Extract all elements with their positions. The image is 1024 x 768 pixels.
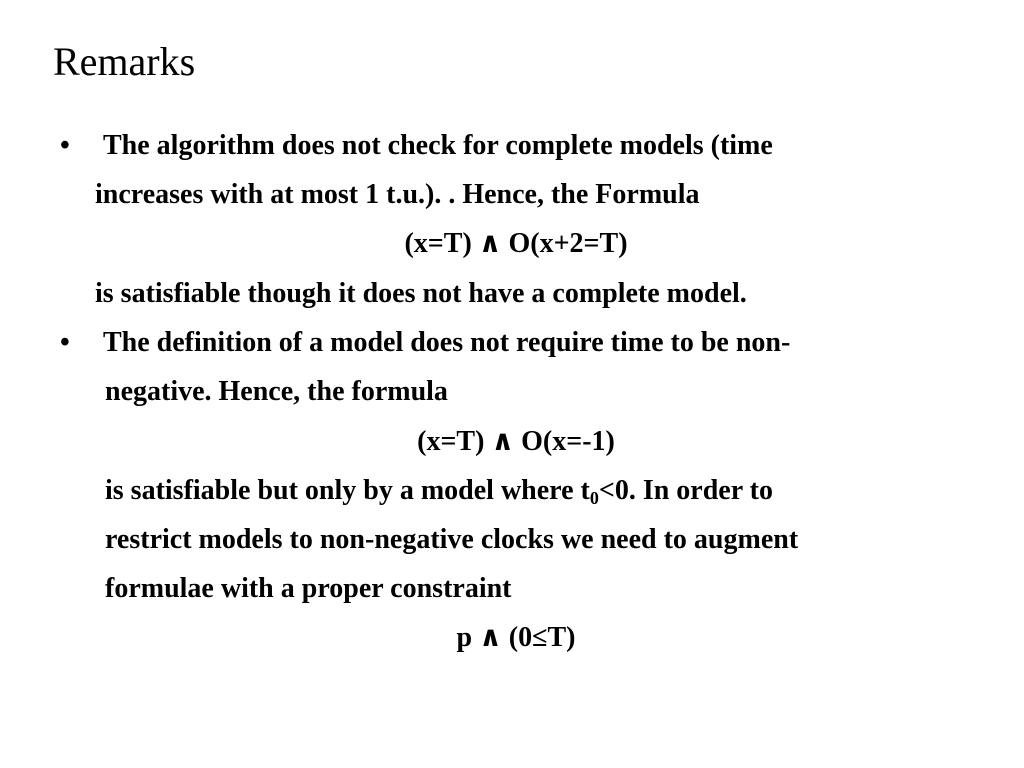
bullet2-line4: restrict models to non-negative clocks we need to augment [105, 524, 799, 555]
bullet2-line3-end: <0. In order to [598, 475, 773, 506]
bullet2-line1: The definition of a model does not require time to be non- [103, 327, 791, 358]
bullet-marker: • [60, 327, 70, 358]
bullet2-constraint: p ∧ (0≤T) [456, 622, 576, 653]
bullet2-line2: negative. Hence, the formula [105, 376, 448, 407]
bullet2-formula: (x=T) ∧ O(x=-1) [417, 426, 615, 457]
bullet2-line5: formulae with a proper constraint [105, 573, 512, 604]
bullet1-line3: is satisfiable though it does not have a complete model. [95, 278, 747, 309]
t-zero-subscript: 0 [589, 488, 599, 508]
bullet2-line3 [105, 473, 773, 509]
bullet1-line1: The algorithm does not check for complete models (time [103, 130, 773, 161]
bullet1-line2: increases with at most 1 t.u.). . Hence, the Formula [95, 179, 700, 210]
bullet2-line3-start: is satisfiable but only by a model where t [105, 475, 590, 506]
bullet1-formula: (x=T) ∧ O(x+2=T) [404, 228, 628, 259]
bullet-marker: • [60, 130, 70, 161]
slide-title: Remarks [53, 39, 196, 84]
